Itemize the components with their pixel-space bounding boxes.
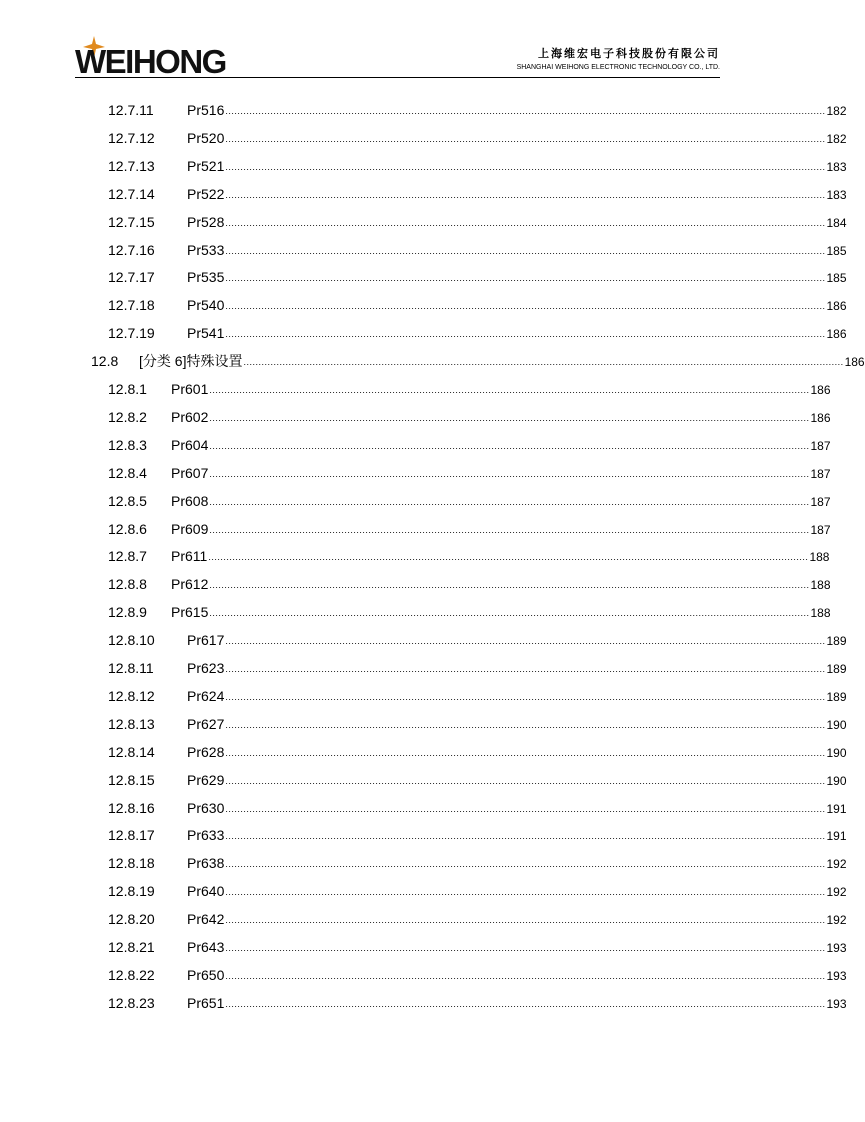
toc-entry-number: 12.8.5 — [108, 492, 147, 509]
toc-entry-number: 12.8 — [91, 353, 119, 370]
toc-entry-page: 190 — [826, 745, 847, 760]
toc-entry-title: Pr638 — [187, 855, 225, 872]
toc-entry-number: 12.8.12 — [108, 687, 155, 704]
toc-entry-title: Pr608 — [171, 492, 209, 509]
toc-entry-number: 12.8.8 — [108, 576, 147, 593]
toc-entry-number: 12.8.11 — [108, 660, 154, 676]
toc-entry-page: 186 — [826, 327, 847, 342]
toc-entry-number: 12.7.14 — [108, 185, 155, 202]
toc-dot-leader: ........................................................................................................................................................................................................ — [225, 915, 826, 926]
toc-dot-leader: ........................................................................................................................................................................................................ — [225, 747, 826, 758]
toc-entry-title: Pr607 — [171, 464, 209, 481]
toc-dot-leader: ........................................................................................................................................................................................................ — [225, 217, 826, 228]
toc-entry-title: Pr541 — [187, 325, 225, 342]
toc-entry[interactable] — [108, 796, 847, 816]
toc-entry-number: 12.8.1 — [108, 381, 147, 397]
logo-text: WEIHONG — [75, 43, 226, 80]
toc-dot-leader: ........................................................................................................................................................................................................ — [225, 189, 826, 200]
toc-entry[interactable] — [108, 377, 831, 397]
toc-entry-number: 12.8.21 — [108, 939, 155, 955]
toc-entry[interactable] — [108, 182, 847, 202]
toc-entry-title: Pr611 — [171, 548, 208, 565]
toc-entry[interactable] — [108, 963, 847, 983]
toc-entry-title: Pr522 — [187, 185, 225, 202]
toc-entry-number: 12.8.19 — [108, 883, 155, 900]
toc-entry-number: 12.8.16 — [108, 799, 155, 816]
toc-dot-leader: ........................................................................................................................................................................................................ — [225, 998, 826, 1009]
toc-entry[interactable] — [108, 321, 847, 342]
toc-dot-leader: ........................................................................................................................................................................................................ — [209, 608, 810, 619]
toc-entry-title: Pr627 — [187, 715, 225, 732]
toc-entry-title: Pr540 — [187, 297, 225, 314]
toc-entry[interactable] — [108, 684, 847, 704]
toc-entry[interactable] — [108, 740, 847, 760]
toc-entry[interactable] — [108, 265, 847, 286]
toc-entry[interactable] — [108, 600, 831, 621]
toc-entry-page: 193 — [826, 996, 847, 1011]
toc-dot-leader: ........................................................................................................................................................................................................ — [225, 803, 826, 814]
toc-entry[interactable] — [108, 544, 830, 565]
toc-dot-leader: ........................................................................................................................................................................................................ — [243, 357, 844, 368]
toc-entry-title: Pr640 — [187, 883, 225, 900]
toc-entry-number: 12.8.14 — [108, 743, 155, 760]
toc-dot-leader: ........................................................................................................................................................................................................ — [225, 887, 826, 898]
toc-entry-page: 192 — [826, 857, 847, 872]
toc-dot-leader: ........................................................................................................................................................................................................ — [225, 719, 826, 730]
toc-entry-title: Pr533 — [187, 241, 225, 258]
toc-entry-title: Pr624 — [187, 687, 225, 704]
toc-entry-page: 189 — [826, 689, 847, 704]
toc-entry[interactable] — [108, 935, 847, 955]
toc-entry-title: Pr643 — [187, 939, 225, 955]
toc-entry[interactable] — [108, 907, 847, 928]
toc-entry-title: Pr528 — [187, 213, 225, 230]
toc-entry-title: Pr520 — [187, 129, 225, 146]
toc-dot-leader: ........................................................................................................................................................................................................ — [209, 412, 810, 423]
toc-entry[interactable] — [108, 768, 847, 788]
toc-entry-number: 12.8.22 — [108, 966, 155, 983]
toc-entry-title: Pr601 — [171, 381, 209, 397]
toc-entry-number: 12.7.13 — [108, 157, 155, 174]
toc-entry-title: Pr651 — [187, 994, 225, 1011]
toc-entry-page: 182 — [826, 104, 847, 118]
toc-entry[interactable] — [108, 712, 847, 732]
toc-entry-page: 185 — [826, 243, 847, 258]
toc-entry-page: 187 — [810, 466, 831, 481]
toc-entry-number: 12.7.16 — [108, 241, 155, 258]
toc-entry-page: 186 — [810, 383, 831, 397]
toc-entry-number: 12.7.19 — [108, 325, 155, 342]
toc-dot-leader: ........................................................................................................................................................................................................ — [209, 385, 810, 395]
toc-entry-title: Pr642 — [187, 911, 225, 928]
toc-entry-number: 12.7.15 — [108, 213, 155, 230]
toc-entry-number: 12.7.11 — [108, 102, 154, 118]
toc-entry[interactable] — [108, 489, 831, 509]
toc-dot-leader: ........................................................................................................................................................................................................ — [225, 161, 826, 172]
toc-entry[interactable] — [108, 293, 847, 314]
toc-entry-page: 189 — [826, 634, 847, 649]
toc-entry-page: 186 — [826, 299, 847, 314]
toc-entry[interactable] — [108, 461, 831, 481]
toc-entry-number: 12.8.15 — [108, 771, 155, 788]
toc-dot-leader: ........................................................................................................................................................................................................ — [209, 440, 810, 451]
toc-entry[interactable] — [108, 154, 847, 174]
toc-entry-page: 191 — [826, 829, 847, 844]
toc-dot-leader: ........................................................................................................................................................................................................ — [225, 943, 826, 953]
toc-dot-leader: ........................................................................................................................................................................................................ — [225, 831, 826, 842]
toc-dot-leader: ........................................................................................................................................................................................................ — [225, 859, 826, 870]
toc-entry-number: 12.8.3 — [108, 436, 147, 453]
toc-dot-leader: ........................................................................................................................................................................................................ — [225, 329, 826, 340]
toc-entry-title: Pr612 — [171, 576, 209, 593]
header-divider — [75, 77, 720, 78]
toc-entry-title: Pr535 — [187, 269, 225, 286]
toc-entry-page: 193 — [826, 941, 847, 955]
toc-entry-number: 12.8.23 — [108, 994, 155, 1011]
toc-entry-title: Pr521 — [187, 157, 225, 174]
toc-entry-page: 188 — [810, 606, 831, 621]
toc-entry-page: 186 — [844, 355, 865, 370]
company-name-cn: 上海维宏电子科技股份有限公司 — [538, 47, 720, 60]
toc-entry-number: 12.8.4 — [108, 464, 147, 481]
toc-entry-page: 189 — [826, 662, 847, 676]
toc-entry-page: 191 — [826, 801, 847, 816]
weihong-logo — [75, 36, 250, 78]
toc-entry-title: Pr623 — [187, 660, 225, 676]
toc-dot-leader: ........................................................................................................................................................................................................ — [225, 664, 826, 674]
toc-entry-number: 12.8.13 — [108, 715, 155, 732]
toc-dot-leader: ........................................................................................................................................................................................................ — [225, 133, 826, 144]
toc-entry-title: Pr630 — [187, 799, 225, 816]
toc-entry-page: 193 — [826, 968, 847, 983]
toc-entry-title: [分类 6]特殊设置 — [139, 353, 243, 370]
toc-entry-number: 12.8.6 — [108, 520, 147, 537]
toc-entry-number: 12.7.17 — [108, 269, 155, 286]
toc-entry-title: Pr609 — [171, 520, 209, 537]
toc-entry-page: 188 — [810, 578, 831, 593]
toc-entry-page: 192 — [826, 885, 847, 900]
toc-entry-number: 12.8.7 — [108, 548, 147, 565]
toc-entry[interactable] — [91, 349, 865, 370]
toc-dot-leader: ........................................................................................................................................................................................................ — [208, 552, 809, 563]
toc-entry[interactable] — [108, 433, 831, 453]
toc-dot-leader: ........................................................................................................................................................................................................ — [209, 524, 810, 535]
toc-entry-number: 12.8.9 — [108, 604, 147, 621]
toc-entry[interactable] — [108, 238, 847, 258]
toc-entry[interactable] — [108, 656, 847, 676]
toc-entry-title: Pr604 — [171, 436, 209, 453]
toc-entry-number: 12.8.18 — [108, 855, 155, 872]
toc-entry[interactable] — [108, 210, 847, 230]
toc-entry[interactable] — [108, 405, 831, 425]
toc-entry-title: Pr615 — [171, 604, 209, 621]
toc-entry[interactable] — [108, 851, 847, 872]
toc-dot-leader: ........................................................................................................................................................................................................ — [225, 970, 826, 981]
toc-entry-page: 185 — [826, 271, 847, 286]
toc-dot-leader: ........................................................................................................................................................................................................ — [225, 775, 826, 786]
toc-entry[interactable] — [108, 517, 831, 537]
toc-entry-page: 187 — [810, 494, 831, 509]
toc-dot-leader: ........................................................................................................................................................................................................ — [225, 273, 826, 284]
toc-entry-number: 12.8.10 — [108, 632, 155, 649]
toc-dot-leader: ........................................................................................................................................................................................................ — [225, 301, 826, 312]
page-header — [75, 36, 720, 78]
toc-dot-leader: ........................................................................................................................................................................................................ — [225, 106, 826, 116]
toc-entry-title: Pr633 — [187, 827, 225, 844]
toc-entry-number: 12.7.18 — [108, 297, 155, 314]
toc-entry-title: Pr650 — [187, 966, 225, 983]
toc-entry-page: 183 — [826, 159, 847, 174]
toc-entry[interactable] — [108, 879, 847, 900]
toc-entry-number: 12.7.12 — [108, 129, 155, 146]
toc-entry-title: Pr628 — [187, 743, 225, 760]
toc-entry[interactable] — [108, 628, 847, 649]
toc-entry-title: Pr617 — [187, 632, 225, 649]
toc-entry[interactable] — [108, 126, 847, 146]
toc-dot-leader: ........................................................................................................................................................................................................ — [209, 468, 810, 479]
toc-entry-title: Pr602 — [171, 408, 209, 425]
toc-entry-page: 182 — [826, 131, 847, 146]
toc-entry[interactable] — [108, 572, 831, 593]
toc-entry-page: 184 — [826, 215, 847, 230]
company-name-en: SHANGHAI WEIHONG ELECTRONIC TECHNOLOGY CO., LTD. — [516, 64, 720, 71]
toc-entry-page: 187 — [810, 438, 831, 453]
toc-dot-leader: ........................................................................................................................................................................................................ — [225, 691, 826, 702]
toc-entry-page: 192 — [826, 913, 847, 928]
toc-entry-page: 190 — [826, 773, 847, 788]
toc-dot-leader: ........................................................................................................................................................................................................ — [209, 496, 810, 507]
toc-entry-page: 188 — [809, 550, 830, 565]
toc-entry-number: 12.8.20 — [108, 911, 155, 928]
toc-entry[interactable] — [108, 991, 847, 1011]
toc-dot-leader: ........................................................................................................................................................................................................ — [209, 580, 810, 591]
toc-entry-number: 12.8.17 — [108, 827, 155, 844]
toc-entry[interactable] — [108, 98, 847, 118]
toc-entry-title: Pr516 — [187, 102, 225, 118]
toc-dot-leader: ........................................................................................................................................................................................................ — [225, 245, 826, 256]
toc-entry-page: 183 — [826, 187, 847, 202]
toc-entry-number: 12.8.2 — [108, 408, 147, 425]
toc-entry-page: 190 — [826, 717, 847, 732]
company-info — [517, 46, 720, 73]
toc-entry-page: 187 — [810, 522, 831, 537]
toc-entry-title: Pr629 — [187, 771, 225, 788]
toc-dot-leader: ........................................................................................................................................................................................................ — [225, 636, 826, 647]
toc-entry[interactable] — [108, 823, 847, 844]
toc-entry-page: 186 — [810, 410, 831, 425]
